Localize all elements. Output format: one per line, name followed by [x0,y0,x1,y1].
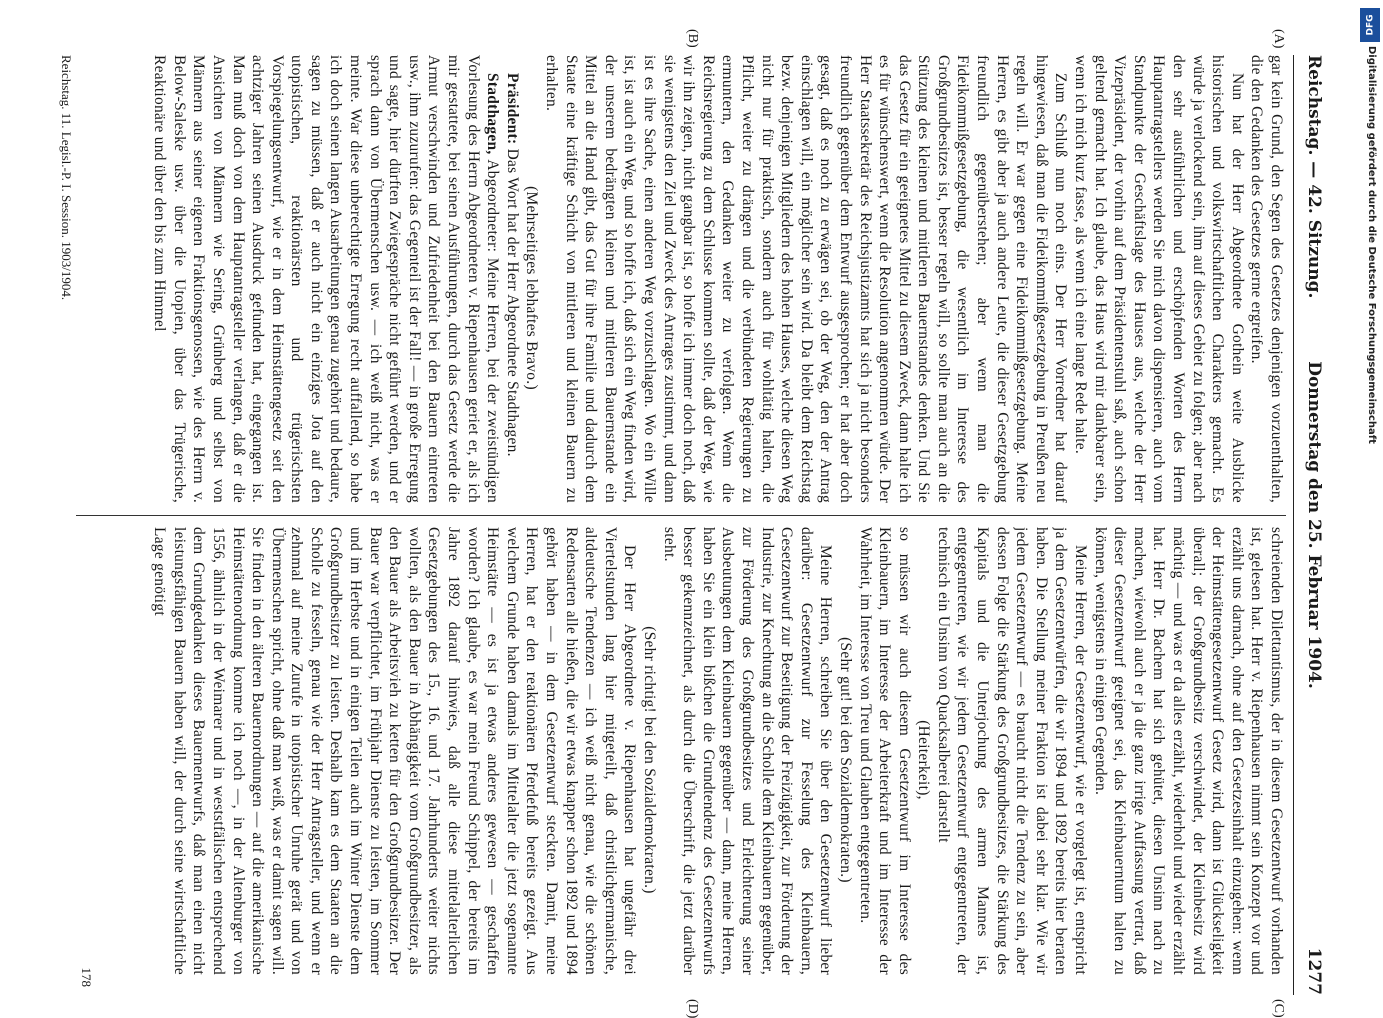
paragraph: Meine Herren, schreiben Sie über den Gesetzentwurf lieber darüber: Gesetzentwurf zur Fesselung des Kleinbauern, Gesetzentwurf zur Beseitigung der Freizügigkeit, zur Förderung der Industrie, zur Knechtung an die Scholle dem Kleinbauern gegenüber, zur Förderung des Großgrundbesitzes und Erleichterung seiner Ausbeutungen dem Kleinbauern gegenüber — dann, meine Herren, haben Sie ein klein bißchen die Grundtendenz des Gesetzentwurfs besser gekennzeichnet, als durch die Überschrift, die jetzt darüber steht. [660,527,835,975]
speaker-name: Stadthagen, [484,73,502,155]
newspaper-page [50,29,1330,1018]
digitization-credit: Digitalisierung gefördert durch die Deutsche Forschungsgemeinschaft [1366,46,1377,444]
column-divider [76,515,1286,516]
paragraph: gar kein Grund, den Segen des Gesetzes denjenigen vorzuenthalten, die den Gedanken des Gesetzes gerne ergreifen. [1248,55,1285,503]
paragraph: Nun hat der Herr Abgeordnete Gothein weite Ausblicke historischen und volkswirtschaftlichen Charakters gemacht. Es würde ja verlockend sein, ihm auf dieses Gebiet zu folgen; aber nach den sehr ausführlichen und erschöpfenden Worten des Herrn Hauptantragstellers werden Sie mich davon dispensieren, auch vom Standpunkte der Geschäftslage des Hauses aus, welche der Herr Vizepräsident, der vorhin auf dem Präsidentenstuhl saß, auch schon geltend gemacht hat. Ich glaube, das Haus wird mir dankbarer sein, wenn ich mich kurz fasse, als wenn ich eine lange Rede halte. [1072,55,1246,503]
left-column [76,55,1286,503]
digitization-sidebar [1357,0,1383,1000]
president-label: Präsident: [503,73,521,145]
paragraph: Der Herr Abgeordnete v. Riepenhausen hat ungefähr drei Viertelstunden lang hier mitgeteilt, daß christlichgermanische, altdeutsche Tendenzen — ich weiß nicht genau, wie die schönen Redensarten alle hießen, die wir etwas knapper schon 1892 und 1894 gehört haben — in dem Gesetzentwurf steckten. Damit, meine Herren, hat er den reaktionären Pferdefuß bereits gezeigt. Aus welchem Grunde haben damals im Mittelalter die jetzt sogenannte Heimstätte — es ist ja etwas anderes gewesen — geschaffen worden? Ich glaube, es war mein Freund Schippel, der bereits im Jahre 1892 darauf hinwies, daß alle diese mittelalterlichen Gesetzgebungen des 15., 16. und 17. Jahrhunderts weiter nichts wollten, als den Bauer in Abhängigkeit vom Großgrundbesitzer, als den Bauer als Arbeitsvieh zu ketten für den Großgrundbesitzer. Der Bauer war verpflichtet, im Frühjahr Dienste zu leisten, im Sommer und im Herbste und in einigen Teilen auch im Winter Dienste dem Großgrundbesitzer zu leisten. Deshalb kam es dem Staaten an die Scholle zu fesseln, genau wie der Herr Antragsteller, und wenn er zehnmal auf meine Zurufe in utopistischer Unruhe gerät und von Übermenschen spricht, ohne daß man weiß, was er damit sagen will. Sie finden in den älteren Bauernordnungen — auf die amerikanische Heimstättenordnung komme ich noch —, in der Altenburger von 1556, ähnlich in der Weimarer und in weststfälischen entsprechend dem Grundgedanken dieses Bauernentwurfs, daß man einen nicht leistungsfähigen Bauern haben will, der durch seine wirtschaftliche Lage genötigt [151,527,639,975]
page-header [1293,55,1330,995]
credit-wrap [1365,46,1379,666]
paragraph: so müssen wir auch diesem Gesetzentwurf im Interesse des Kleinbauern, im Interesse der Arbeiterkraft und im Interesse der Wahrheit, im Interesse von Treu und Glauben entgegentreten. [856,527,913,975]
header-date: Donnerstag den 25. Februar 1904. [1304,361,1324,689]
paragraph: Meine Herren, der Gesetzentwurf, wie er vorgelegt ist, entspricht ja dem Gesetzentwürfen, die wir 1894 und 1892 bereits hier beraten haben. Die Stellung meiner Fraktion ist dabei sehr klar. Wie wir jedem Gesetzentwurf — es braucht nicht die Tendenz zu sein, aber dessen Folge die Stärkung des Großgrundbesitzes, die Stärkung des Kapitals und die Unterjochung des armen Mannes ist, entgegentreten, wie wir jedem Gesetzentwurf entgegentreten, der technisch ein Unsinn von Quacksalberei darstellt [934,527,1090,975]
sheet-signature: Reichstag. 11. Legisl.-P. I. Session. 1903/1904. [59,55,74,301]
speaker-role: Abgeordneter: [484,159,502,253]
laughter-note: (Heiterkeit), [915,720,933,800]
president-text: Das Wort hat der Herr Abgeordnete Stadthagen. [503,148,521,457]
applause-note: (Mehrseitiges lebhaftes Bravo.) [523,186,541,390]
right-column [76,527,1286,975]
marker-d: (D) [685,999,700,1018]
marker-b: (B) [685,29,700,48]
marker-a: (A) [1271,29,1286,49]
dfg-logo: DFG [1360,8,1380,42]
header-session: Reichstag. — 42. Sitzung. [1304,55,1324,299]
page-number: 1277 [1304,947,1324,995]
interjection: (Sehr richtig! bei den Sozialdemokraten.) [641,626,658,894]
paragraph: Meine Herren, bei der zweistündigen Vorlesung des Herrn Abgeordneten v. Riepenhausen geriet er, als ich mir gestattete, bei seinen Ausführungen, durch das Gesetz werde die Armut verschwinden und Zufriedenheit bei den Bauern eintreten usw., ihm zuzurufen: das Gegenteil ist der Fall! — in große Erregung und sagte, hier dürften Zwiegespräche nicht geführt werden, und er sprach dann von Übermenschen usw. — ich weiß nicht, was er meinte. War diese unberechtigte Erregung recht auffallend, so habe ich doch seinen langen Ausarbeitungen genau zugehört und bedaure, sagen zu müssen, daß er auch nicht ein einziges Jota auf den utopistischen, reaktionärsten und trügerischsten Vorspiegelungsentwurf, wie er in dem Heimstättengesetz seit den achtziger Jahren seinen Ausdruck gefunden hat, eingegangen ist. Man muß doch von dem Hauptantragsteller verlangen, daß er die Ansichten von Männern wie Sering, Grünberg und selbst von Männern aus seiner eigenen Fraktionsgenossen, wie des Herrn v. Below-Saleske usw. über die Utopien, über das Trügerische, Reaktionäre und über den bis zum Himmel [151,55,502,503]
interjection: (Sehr gut! bei den Sozialdemokraten.) [836,637,854,883]
marker-c: (C) [1271,999,1286,1018]
paragraph: schreienden Dilettantismus, der in diesem Gesetzentwurf vorhanden ist, gelesen hat. Herr v. Riepenhausen nimmt sein Konzept vor und erzählt uns darnach, ohne auf den Gesetzesinhalt einzugehen: wenn der Heimstättengesetzentwurf Gesetz wird, dann ist Glückseligkeit überall; der Großgrundbesitz verschwindet, der Kleinbesitz wird mächtig — und was er da alles erzählt, wiederholt und wieder erzählt hat. Herr Dr. Bachem hat sich gehütet, diesen Unsinn nach zu machen, wiewohl auch er ja die ganz irrige Auffassung vertrat, daß dieser Gesetzentwurf geeignet sei, das Kleinbauerntum halten zu können, wenigstens in einigen Gegenden. [1091,527,1285,975]
paragraph: Zum Schluß nun noch eins. Der Herr Vorredner hat darauf hingewiesen, daß man die Fideikommißgesetzgebung in Preußen neu regeln will. Er war gegen eine Fideikommißgesetzgebung. Meine Herren, es gibt aber ja auch andere Leute, die dieser Gesetzgebung freundlich gegenüberstehen; aber wenn man die Fideikommißgesetzgebung, die wesentlich im Interesse des Großgrundbesitzes ist, besser regeln will, so sollte man auch an die Stützung des kleinen und mittleren Bauernstandes denken. Und Sie das Gesetz für ein geeignetes Mittel zu diesem Zweck, dann halte ich es für wünschenswert, wenn die Resolution angenommen würde. Der Herr Staatssekretär des Reichsjustizamts hat sich ja nicht besonders freundlich gegenüber dem Entwurf ausgesprochen; er hat aber doch gesagt, daß es noch zu erwägen sei, ob der Weg, den der Antrag einschlagen will, ein möglicher sein wird. Da bleibt dem Reichstag bezw. denjenigen Mitgliedern des hohen Hauses, welche diesen Weg nicht nur für praktisch, sondern auch für wohltätig halten, die Pflicht, weiter zu drängen und die verbündeten Regierungen zu ermuntern, den Gedanken weiter zu verfolgen. Wenn die Reichsregierung zu dem Schlusse kommen sollte, daß der Weg, wie wir ihn zeigen, nicht gangbar ist, so hoffe ich immer doch noch, daß sie wenigstens den Ziel und Zweck des Antrages zustimmt, und dann ist es ihre Sache, einen anderen Weg vorzuschlagen. Wo ein Wille ist, ist auch ein Weg, und so hoffe ich, daß sich ein Weg finden wird, der unserem bedrängten kleinen und mittleren Bauernstande ein Mittel an die Hand gibt, das Gut für ihre Familie und dadurch dem Staate eine kräftige Schicht von mittleren und kleinen Bauern zu erhalten. [543,55,1070,503]
sheet-number: 178 [79,967,94,987]
